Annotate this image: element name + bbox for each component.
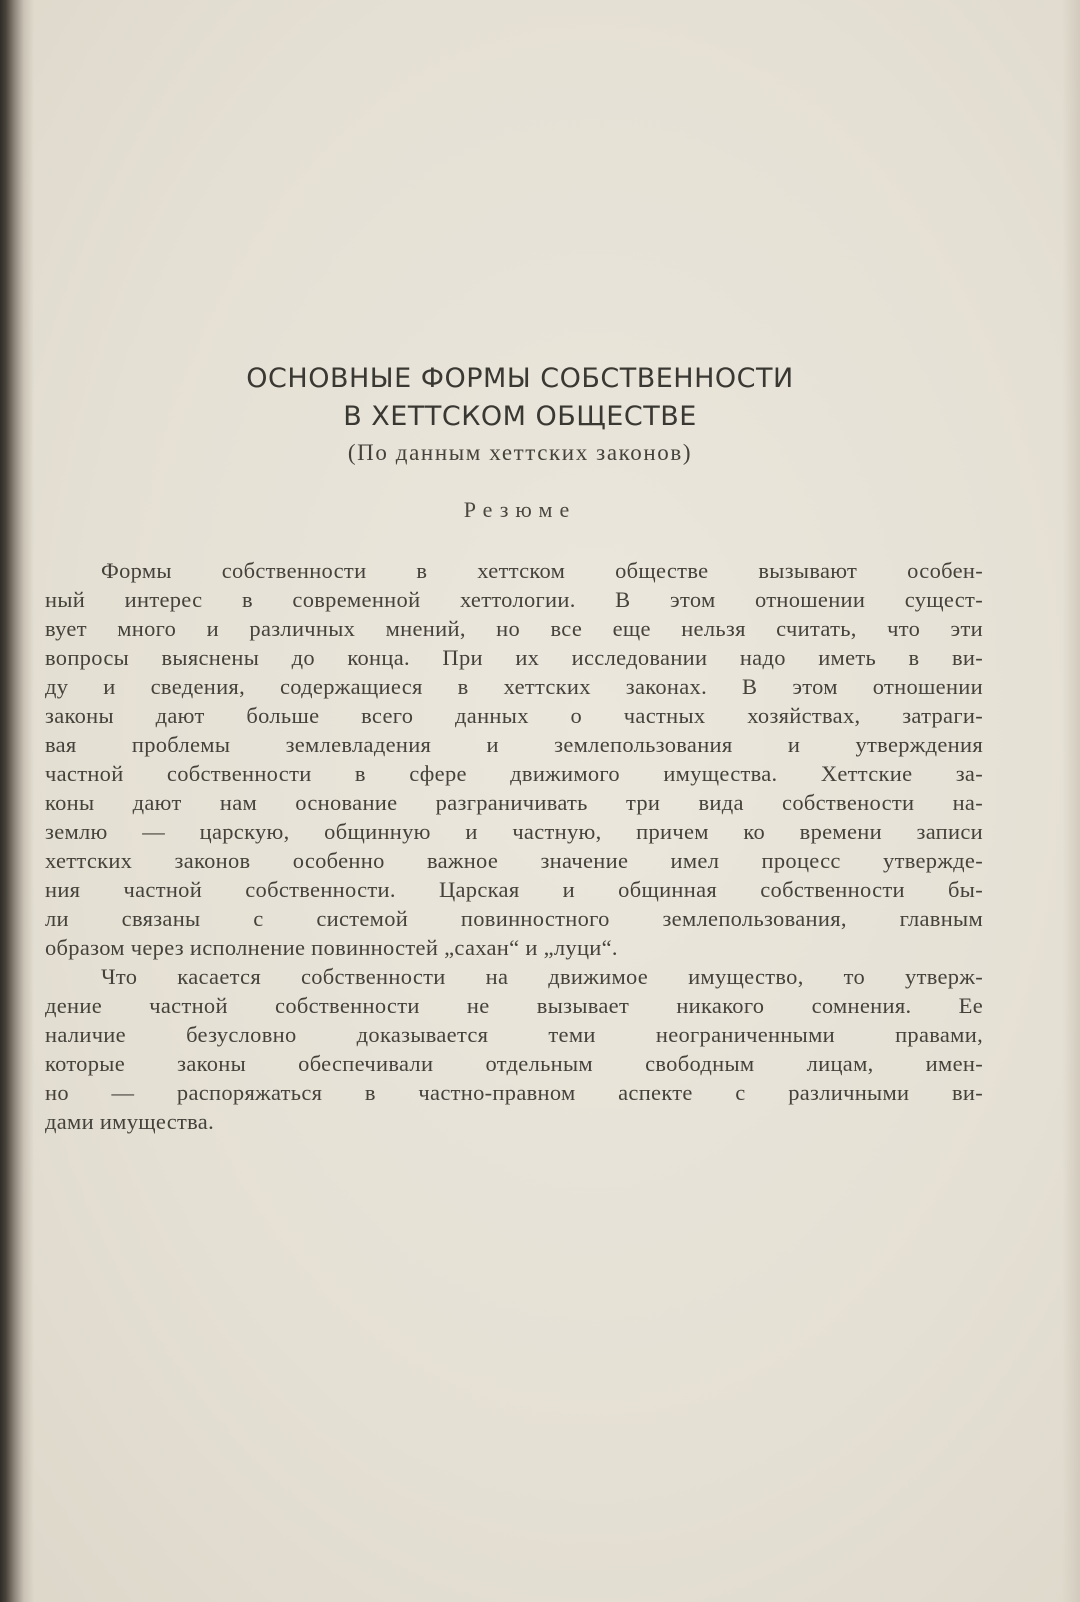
text-line: коны дают нам основание разграничивать три вида собствености на-: [45, 790, 983, 815]
text-line: ный интерес в современной хеттологии. В этом отношении сущест-: [45, 587, 983, 612]
text-line: которые законы обеспечивали отдельным свободным лицам, имен-: [45, 1051, 983, 1076]
text-line: ния частной собственности. Царская и общинная собственности бы-: [45, 877, 983, 902]
text-line: но — распоряжаться в частно-правном аспекте с различными ви-: [45, 1080, 983, 1105]
text-line: Формы собственности в хеттском обществе вызывают особен-: [101, 558, 983, 583]
text-line: Что касается собственности на движимое имущество, то утверж-: [101, 964, 983, 989]
page-edge: [1062, 0, 1080, 1602]
text-line: вопросы выяснены до конца. При их исследовании надо иметь в ви-: [45, 645, 983, 670]
paragraph-1: [45, 556, 983, 962]
text-line: хеттских законов особенно важное значение имел процесс утвержде-: [45, 848, 983, 873]
text-line: образом через исполнение повинностей „сахан“ и „луци“.: [45, 935, 618, 960]
title-block: [150, 360, 890, 470]
text-line: вует много и различных мнений, но все еще нельзя считать, что эти: [45, 616, 983, 641]
body-text: [45, 556, 983, 1136]
subtitle: (По данным хеттских законов): [347, 440, 693, 465]
text-line: землю — царскую, общинную и частную, причем ко времени записи: [45, 819, 983, 844]
text-line: частной собственности в сфере движимого имущества. Хеттские за-: [45, 761, 983, 786]
paragraph-2: [45, 962, 983, 1136]
text-line: законы дают больше всего данных о частных хозяйствах, затраги-: [45, 703, 983, 728]
binding-shadow: [0, 0, 34, 1602]
text-line: ли связаны с системой повинностного землепользования, главным: [45, 906, 983, 931]
title-line-2: В ХЕТТСКОМ ОБЩЕСТВЕ: [343, 401, 697, 432]
text-line: дами имущества.: [45, 1109, 214, 1134]
text-line: вая проблемы землевладения и землепользования и утверждения: [45, 732, 983, 757]
text-line: дение частной собственности не вызывает никакого сомнения. Ее: [45, 993, 983, 1018]
title-line-1: ОСНОВНЫЕ ФОРМЫ СОБСТВЕННОСТИ: [246, 363, 794, 394]
section-heading: Резюме: [463, 497, 577, 522]
text-line: наличие безусловно доказывается теми неограниченными правами,: [45, 1022, 983, 1047]
text-line: ду и сведения, содержащиеся в хеттских законах. В этом отношении: [45, 674, 983, 699]
